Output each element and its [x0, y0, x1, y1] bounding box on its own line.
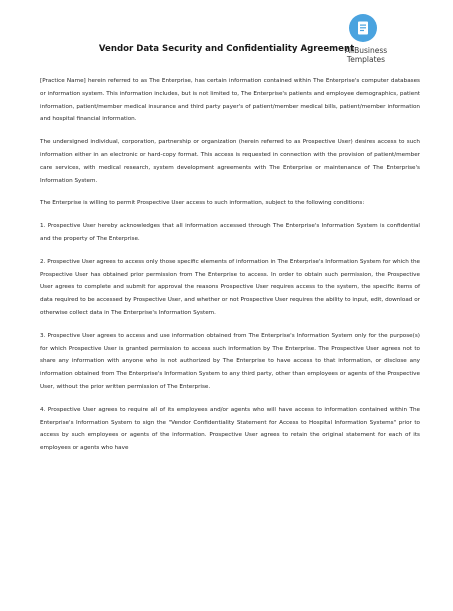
logo-text-line2: Templates — [346, 55, 386, 64]
document-body — [40, 75, 420, 465]
clause-4: 4. Prospective User agrees to require all of its employees and/or agents who will have access to information contained within The Enterprise's Information System to sign the "Vendor Confidentiality Statement for Access to Hospital Information Systems" prior to access by such employees or agents of the information. Prospective User agrees to retain the original statement for each of its employees or agents who have — [40, 406, 420, 452]
clause-1: 1. Prospective User hereby acknowledges that all information accessed through The Enterprise's Information System is confidential and the property of The Enterprise. — [40, 223, 420, 242]
paragraph-conditions: The Enterprise is willing to permit Prospective User access to such information, subject to the following conditions: — [40, 200, 365, 207]
paragraph-prospective-user: The undersigned individual, corporation, partnership or organization (herein referred to as Prospective User) desires access to such information either in an electronic or hard-copy format. This access is requested in connection with the provision of patient/member care services, with medical research, system development agreements with The Enterprise or maintenance of The Enterprise's Information System. — [40, 139, 420, 184]
document-icon — [349, 14, 377, 42]
paragraph-intro: [Practice Name] herein referred to as The Enterprise, has certain information contained within The Enterprise's computer databases or information system. This information includes, but is not limited to, The Enterprise's patients and employee demographics, patient information, patient/member medical insurance and third party payer's of patient/member medical bills, patient/member information and hospital financial information. — [40, 78, 420, 123]
allbusiness-templates-logo[interactable] — [326, 14, 406, 64]
logo-text-line1: AllBusiness — [344, 46, 388, 55]
document-title: Vendor Data Security and Confidentiality Agreement — [98, 44, 355, 54]
clause-3: 3. Prospective User agrees to access and use information obtained from The Enterprise's Information System only for the purpose(s) for which Prospective User is granted permission to access such information by The Enterprise. The Prospective User agrees not to share any information with anyone who is not authorized by The Enterprise to have access to that information, or disclose any information obtained from The Enterprise's Information System to any third party, other than employees or agents of the Prospective User, without the prior written permission of The Enterprise. — [40, 332, 420, 390]
document-glyph-icon — [355, 20, 371, 36]
clause-2: 2. Prospective User agrees to access only those specific elements of information in The Enterprise's Information System for which the Prospective User has obtained prior permission from The Enterprise to access. In order to obtain such permission, the Prospective User agrees to complete and submit for approval the reasons Prospective User requires access to the system, the specific items of data required to be accessed by Prospective User, and whether or not Prospective User requires the ability to input, edit, download or otherwise collect data in The Enterprise's Information System. — [40, 258, 420, 316]
